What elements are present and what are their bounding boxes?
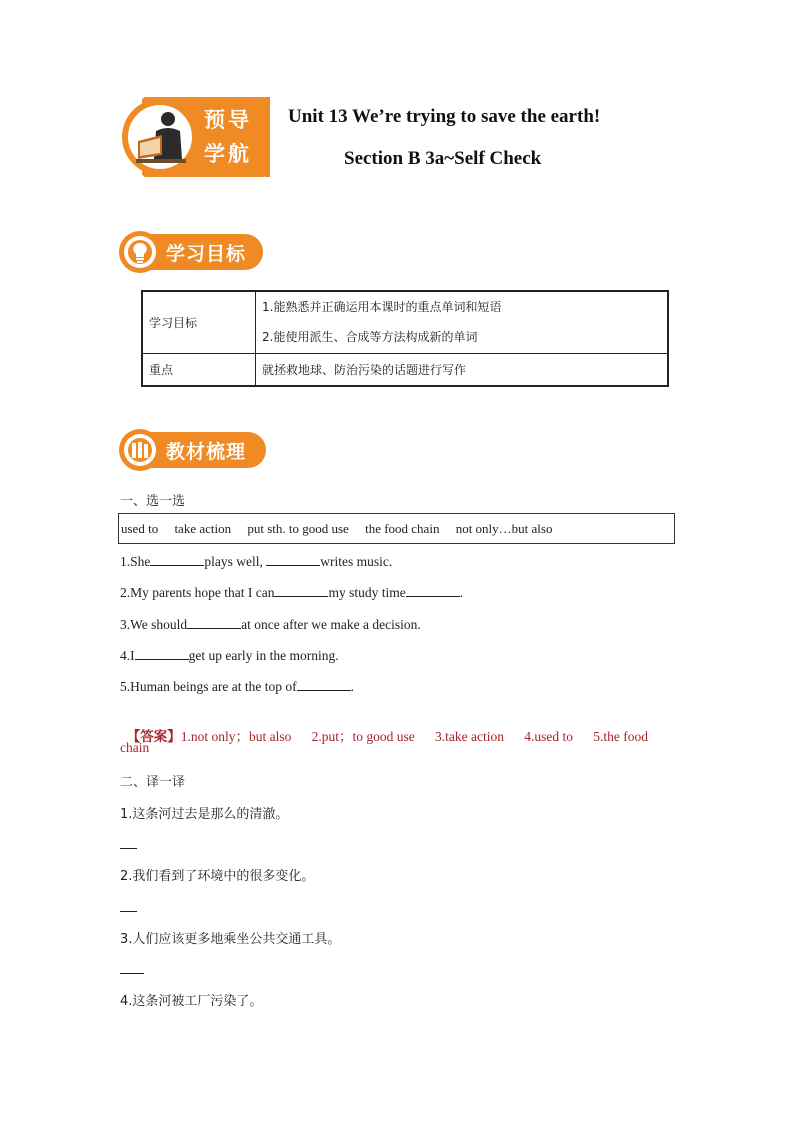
header-badge (122, 97, 272, 177)
answer-line (120, 848, 137, 849)
badge-char: 导 (228, 108, 252, 132)
question-text: 1.She (120, 554, 151, 569)
blank-line (266, 553, 320, 566)
objective-item: 1.能熟悉并正确运用本课时的重点单词和短语 (262, 300, 502, 315)
page-title: Unit 13 We’re trying to save the earth! (288, 106, 601, 127)
section-objectives-pill (118, 230, 265, 274)
question-text: . (350, 679, 354, 694)
table-cell-content (256, 291, 669, 353)
table-row (142, 353, 668, 386)
books-icon (130, 440, 150, 460)
blank-line (187, 616, 241, 629)
lightbulb-icon (130, 241, 150, 263)
answer-continuation: chain (120, 740, 150, 755)
question-4 (120, 647, 339, 664)
question-2 (120, 584, 463, 601)
table-cell-content: 就拯救地球、防治污染的话题进行写作 (256, 353, 669, 386)
table-cell-label: 重点 (142, 353, 256, 386)
translate-item: 4.这条河被工厂污染了。 (120, 994, 263, 1009)
question-text: at once after we make a decision. (241, 617, 421, 632)
question-text: . (459, 585, 464, 600)
badge-char: 学 (204, 142, 228, 166)
badge-char: 预 (204, 108, 228, 132)
question-text: get up early in the morning. (188, 648, 339, 663)
section-title: 学习目标 (166, 243, 247, 265)
answer-label: 【答案】 (126, 729, 181, 745)
translate-item: 1.这条河过去是那么的清澈。 (120, 807, 289, 822)
question-text: 2.My parents hope that I can (120, 585, 275, 600)
question-5 (120, 678, 354, 695)
question-text: plays well, (204, 554, 267, 569)
part2-heading: 二、译一译 (120, 775, 186, 790)
choices-list: used to take action put sth. to good use the food chain not only…but also (121, 521, 553, 536)
translate-item: 3.人们应该更多地乘坐公共交通工具。 (120, 932, 341, 947)
question-text: 3.We should (120, 617, 188, 632)
answer-line (120, 973, 144, 974)
question-text: 5.Human beings are at the top of (120, 679, 297, 694)
badge-char: 航 (228, 142, 252, 166)
table-row (142, 291, 668, 353)
question-3 (120, 616, 421, 633)
answer-line (120, 911, 137, 912)
blank-line (406, 584, 460, 597)
table-cell-label: 学习目标 (142, 291, 256, 353)
question-text: my study time (328, 585, 406, 600)
question-text: 4.I (120, 648, 135, 663)
answer-line (120, 709, 648, 745)
question-text: writes music. (320, 554, 393, 569)
section-title: 教材梳理 (166, 441, 247, 463)
answer-text: 1.not only；but also 2.put；to good use 3.take action 4.used to 5.the food (180, 729, 648, 744)
question-1 (120, 553, 392, 570)
section-materials-pill (118, 428, 268, 472)
objective-item: 2.能使用派生、合成等方法构成新的单词 (262, 330, 478, 345)
page-subtitle: Section B 3a~Self Check (344, 148, 542, 169)
objectives-table (141, 290, 669, 387)
blank-line (274, 584, 328, 597)
part1-heading: 一、选一选 (120, 494, 186, 509)
blank-line (297, 678, 351, 691)
blank-line (150, 553, 204, 566)
translate-item: 2.我们看到了环境中的很多变化。 (120, 869, 315, 884)
blank-line (135, 647, 189, 660)
